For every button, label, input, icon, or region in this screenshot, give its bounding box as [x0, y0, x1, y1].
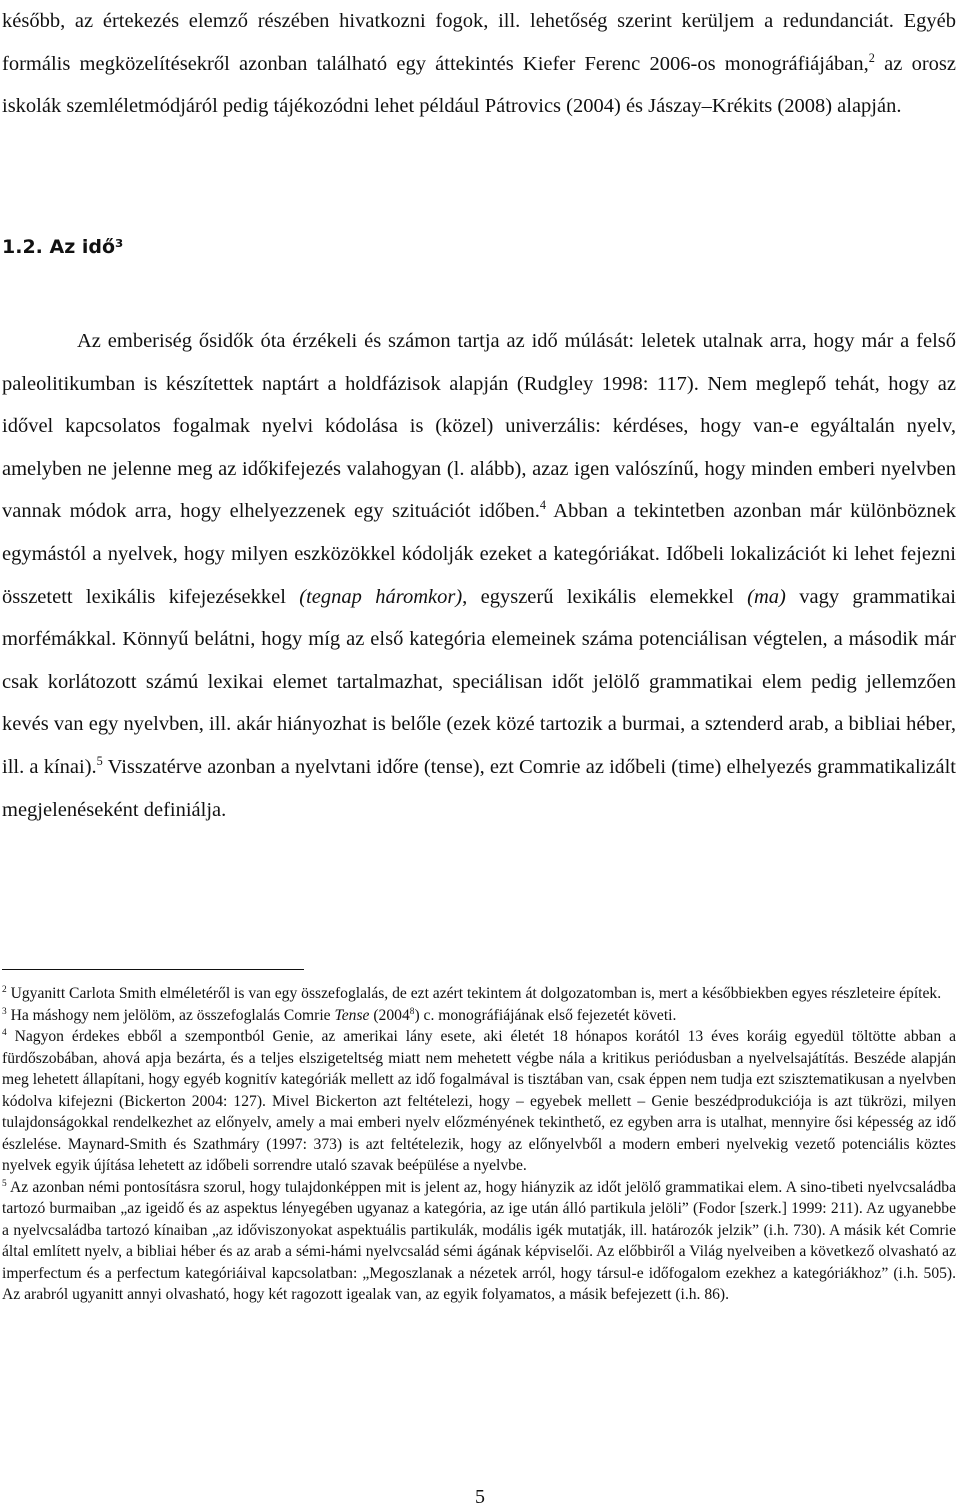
footnote-ref-2: 2: [868, 50, 875, 65]
footnote-3: [2, 1005, 956, 1027]
main-paragraph: [0, 320, 960, 831]
footnote-2-text: Ugyanitt Carlota Smith elméletéről is van egy összefoglalás, de ezt azért tekintem át dolgozatomban is, mert a későbbiekben egyes részleteire építek.: [6, 985, 942, 1002]
footnote-ref-5: 5: [96, 754, 103, 769]
footnote-5-text: Az azonban némi pontosításra szorul, hogy tulajdonképpen mit is jelent az, hogy hiányzik az időt jelölő grammatikai elem. A sino-tibeti nyelvcsaládba tartozó burmaiban „az igeidő és az aspektus lényegében ugyanaz a kategória, az ige után álló partikula jelöli” (Fodor [szerk.] 1999: 211). Az ugyanebbe a nyelvcsaládba tartozó kínaiban „az időviszonyokat aspektuális partikulák, modális igék mutatják, ill. határozók jelzik” (i.h. 730). A másik két Comrie által említett nyelv, a bibliai héber és az arab a sémi-hámi nyelvcsalád sémi ágának képviselői. Az előbbiről a Világ nyelveiben a következő olvasható az imperfectum és a perfectum kategóriáival kapcsolatban: „Megoszlanak a nézetek arról, hogy társul-e időfogalom ezekhez a kategóriákhoz” (i.h. 505). Az arabról ugyanitt annyi olvasható, hogy két ragozott igealak van, az egyik folyamatos, a másik befejezett (i.h. 86).: [2, 1178, 956, 1303]
footnote-5: [2, 1177, 956, 1306]
footnote-separator: [2, 969, 304, 970]
footnote-4: [2, 1026, 956, 1177]
paragraph-text-2: Abban a tekintetben azonban már különböznek egymástól a nyelvek, hogy milyen eszközökkel kódolják ezeket a kategóriákat. Időbeli lokalizációt ki lehet fejezni összetett lexikális kifejezésekkel: [2, 500, 957, 608]
footnote-3-text-b: (2004: [369, 1006, 410, 1024]
footnote-2: [2, 983, 956, 1005]
footnote-3-text-c: ) c. monográfiájának első fejezetét követi.: [414, 1006, 677, 1024]
paragraph-text-1: Az emberiség ősidők óta érzékeli és számon tartja az idő múlását: leletek utalnak arra, hogy már a felső paleolitikumban is készítettek naptárt a holdfázisok alapján (Rudgley 1998: 117). Nem meglepő tehát, hogy az idővel kapcsolatos fogalmak nyelvi kódolása is (közel) univerzális: kérdéses, hogy van-e egyáltalán nyelv, amelyben ne jelenne meg az időkifejezés valahogyan (l. alább), azaz igen valószínű, hogy minden emberi nyelvben vannak módok arra, hogy elhelyezzenek egy szituációt időben.: [2, 330, 956, 523]
footnote-4-text: Nagyon érdekes ebből a szempontból Genie, az amerikai lány esete, aki életét 18 hónapos korától 13 éves koráig egyedül töltötte abban a fürdőszobában, ahová apja bezárta, és a teljes elszigeteltség miatt nem mehetett végbe nála a kritikus periódusban a nyelvelsajátítás. Beszéde alapján meg lehetett állapítani, hogy egyéb kognitív kategóriák mellett az idő fogalmával is tisztában van, csak éppen nem tudja ezt szisztematikusan a nyelvben kódolva kifejezni (Bickerton 2004: 127). Mivel Bickerton azt feltételezi, hogy – egyebek mellett – Genie beszédprodukciója is azt tükrözi, milyen tulajdonságokkal rendelkezhet az előnyelv, amely a mai emberi nyelv előzményének tekinthető, ez egyben arra is utalhat, mennyire ősi képesség az idő észlelése. Maynard-Smith és Szathmáry (1997: 373) is azt feltételezik, hogy az előnyelvből a modern emberi nyelvekig vezető potenciális köztes nyelvek egyik újítása lehetett az időbeli sorrendre utaló szavak beépülése a nyelvbe.: [2, 1028, 956, 1174]
footnote-3-number: 3: [2, 1006, 7, 1017]
footnote-4-number: 4: [2, 1027, 7, 1038]
footnote-3-edition: 8: [409, 1006, 415, 1017]
footnote-5-number: 5: [2, 1178, 7, 1189]
paragraph-text-4: vagy grammatikai morfémákkal. Könnyű belátni, hogy míg az első kategória elemeinek száma potenciálisan végtelen, a második már csak korlátozott számú lexikai elemet tartalmazhat, speciálisan időt jelölő grammatikai elem pedig jellemzően kevés van egy nyelvben, ill. akár hiányozhat is belőle (ezek közé tartozik a burmai, a sztenderd arab, a bibliai héber, ill. a kínai).: [2, 585, 957, 778]
example-ma: (ma): [747, 585, 786, 608]
footnote-3-title: Tense: [334, 1006, 370, 1024]
intro-text-1: később, az értekezés elemző részében hivatkozni fogok, ill. lehetőség szerint kerüljem a redundanciát. Egyéb formális megközelítésekről azonban található egy áttekintés Kiefer Ferenc 2006-os monográfiájában,: [2, 10, 956, 75]
footnotes: [0, 983, 960, 1306]
section-heading: 1.2. Az idő³: [2, 236, 124, 258]
intro-paragraph: [0, 0, 960, 128]
paragraph-text-3: , egyszerű lexikális elemekkel: [462, 585, 748, 608]
example-tegnap-haromkor: (tegnap háromkor): [299, 585, 463, 608]
footnote-3-text-a: Ha máshogy nem jelölöm, az összefoglalás Comrie: [6, 1006, 335, 1024]
paragraph-text-5: Visszatérve azonban a nyelvtani időre (tense), ezt Comrie az időbeli (time) elhelyezés grammatikalizált megjelenéseként definiálja.: [2, 755, 956, 821]
footnote-ref-4: 4: [539, 498, 547, 513]
intro-text-2: az orosz iskolák szemléletmódjáról pedig tájékozódni lehet például Pátrovics (2004) és Jászay–Krékits (2008) alapján.: [2, 52, 956, 117]
footnote-2-number: 2: [2, 984, 7, 995]
page-number: 5: [475, 1486, 485, 1508]
